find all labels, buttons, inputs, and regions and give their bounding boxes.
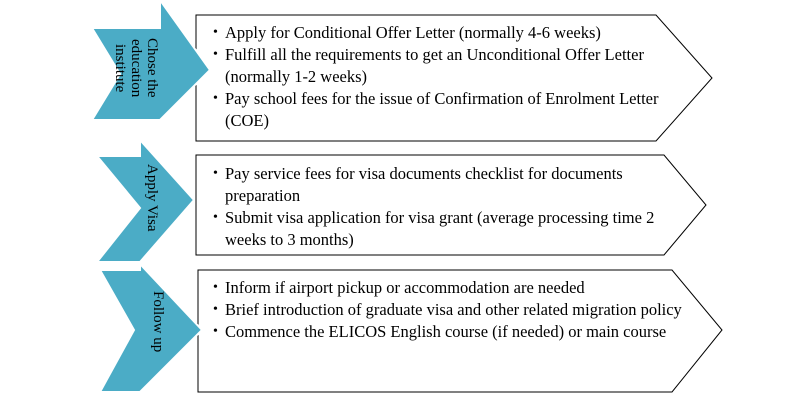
- list-item: • Brief introduction of graduate visa and other related migration policy: [213, 299, 683, 321]
- list-item: • Submit visa application for visa grant (average processing time 2 weeks to 3 months): [213, 207, 673, 251]
- step-2-label: Apply Visa: [144, 164, 160, 232]
- step-2-list: [213, 163, 673, 251]
- list-item: • Commence the ELICOS English course (if needed) or main course: [213, 321, 683, 343]
- step-1-list: [213, 22, 673, 132]
- list-item: • Pay service fees for visa documents checklist for documents preparation: [213, 163, 673, 207]
- step-3-list: [213, 277, 683, 343]
- list-item: • Fulfill all the requirements to get an Unconditional Offer Letter (normally 1-2 weeks): [213, 44, 673, 88]
- step-1-label: Chose the education institute: [112, 38, 160, 98]
- list-item: • Inform if airport pickup or accommodation are needed: [213, 277, 683, 299]
- step-3-label: Follow up: [150, 291, 166, 353]
- list-item: • Pay school fees for the issue of Confirmation of Enrolment Letter (COE): [213, 88, 673, 132]
- list-item: • Apply for Conditional Offer Letter (normally 4-6 weeks): [213, 22, 673, 44]
